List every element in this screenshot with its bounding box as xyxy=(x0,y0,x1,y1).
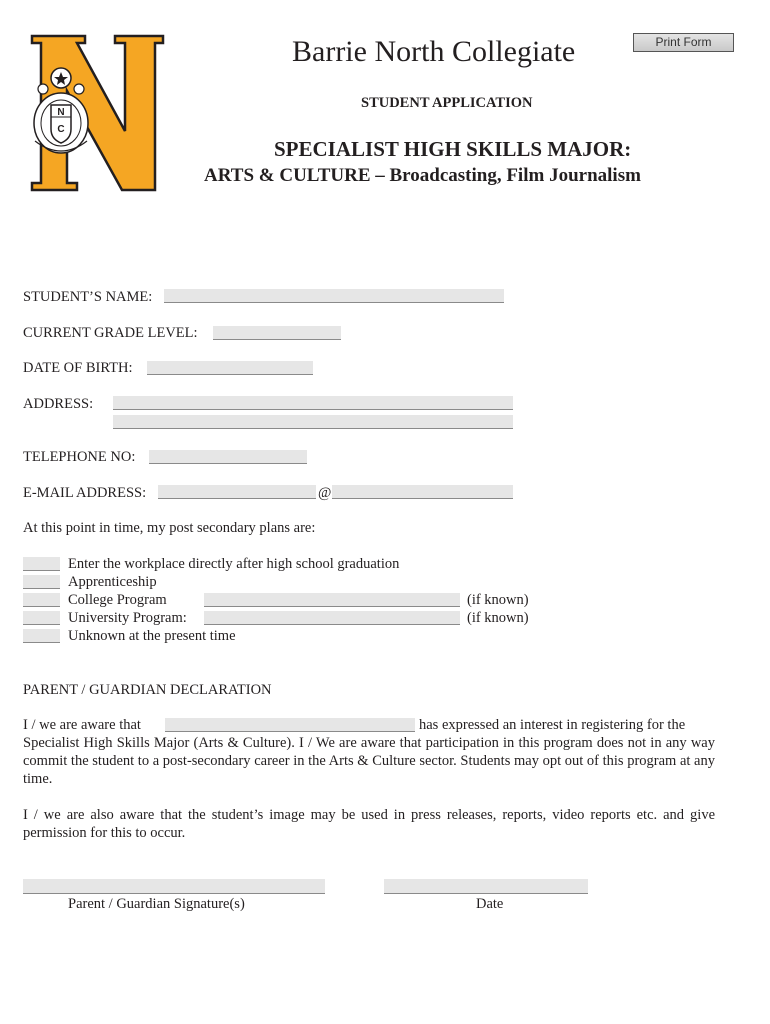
college-program-input[interactable] xyxy=(204,593,460,607)
form-type: STUDENT APPLICATION xyxy=(361,95,533,111)
plans-intro: At this point in time, my post secondary plans are: xyxy=(23,520,316,536)
plan-college-label: College Program xyxy=(68,592,167,608)
plan-university-checkbox[interactable] xyxy=(23,611,60,625)
crest-letter-n: N xyxy=(57,107,65,118)
dob-input[interactable] xyxy=(147,361,313,375)
address-input-line-1[interactable] xyxy=(113,396,513,410)
declaration-paragraph-1: Specialist High Skills Major (Arts & Culture). I / We are aware that participation in this program does not in any way commit the student to a post-secondary career in the Arts & Culture sector. Students may opt out of this program at any time. xyxy=(23,735,715,787)
date-input[interactable] xyxy=(384,879,588,894)
plan-workplace-label: Enter the workplace directly after high school graduation xyxy=(68,556,400,572)
plan-apprenticeship-label: Apprenticeship xyxy=(68,574,157,590)
email-label: E-MAIL ADDRESS: xyxy=(23,485,147,501)
university-program-input[interactable] xyxy=(204,611,460,625)
plan-unknown-label: Unknown at the present time xyxy=(68,628,236,644)
declaration-p1-start: I / we are aware that xyxy=(23,717,141,733)
dob-label: DATE OF BIRTH: xyxy=(23,360,133,376)
college-if-known: (if known) xyxy=(467,592,529,608)
address-input-line-2[interactable] xyxy=(113,415,513,429)
university-if-known: (if known) xyxy=(467,610,529,626)
declaration-heading: PARENT / GUARDIAN DECLARATION xyxy=(23,682,272,698)
declaration-paragraph-2: I / we are also aware that the student’s image may be used in press releases, reports, video reports etc. and give permission for this to occur. xyxy=(23,807,715,841)
email-domain-input[interactable] xyxy=(332,485,513,499)
school-name: Barrie North Collegiate xyxy=(292,35,576,68)
telephone-input[interactable] xyxy=(149,450,307,464)
guardian-signature-label: Parent / Guardian Signature(s) xyxy=(68,896,245,912)
declaration-student-name-input[interactable] xyxy=(165,718,415,732)
crest-letter-c: C xyxy=(57,124,65,135)
grade-level-input[interactable] xyxy=(213,326,341,340)
plan-unknown-checkbox[interactable] xyxy=(23,629,60,643)
title-line-1: SPECIALIST HIGH SKILLS MAJOR: xyxy=(274,137,632,161)
plan-university-label: University Program: xyxy=(68,610,187,626)
print-form-button[interactable]: Print Form xyxy=(633,33,734,52)
plan-workplace-checkbox[interactable] xyxy=(23,557,60,571)
email-at-sign: @ xyxy=(318,485,332,501)
date-label: Date xyxy=(476,896,504,912)
student-name-input[interactable] xyxy=(164,289,504,303)
grade-level-label: CURRENT GRADE LEVEL: xyxy=(23,325,198,341)
declaration-p1-after: has expressed an interest in registering for the xyxy=(419,717,686,733)
guardian-signature-input[interactable] xyxy=(23,879,325,894)
title-line-2: ARTS & CULTURE – Broadcasting, Film Journalism xyxy=(204,165,641,186)
student-name-label: STUDENT’S NAME: xyxy=(23,289,153,305)
telephone-label: TELEPHONE NO: xyxy=(23,449,136,465)
email-user-input[interactable] xyxy=(158,485,316,499)
plan-college-checkbox[interactable] xyxy=(23,593,60,607)
plan-apprenticeship-checkbox[interactable] xyxy=(23,575,60,589)
address-label: ADDRESS: xyxy=(23,396,94,412)
school-logo xyxy=(27,33,167,193)
